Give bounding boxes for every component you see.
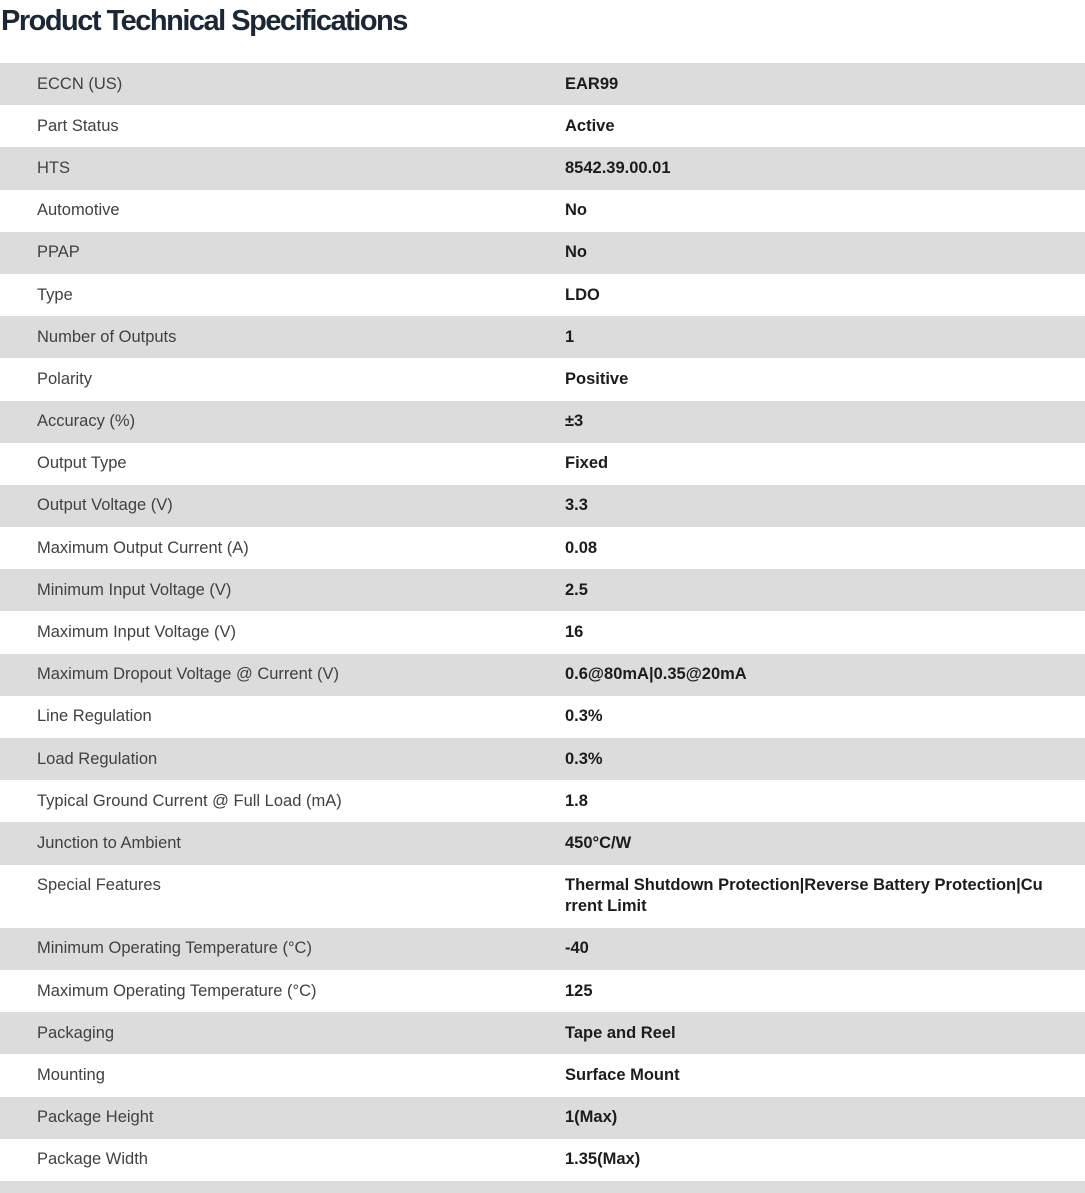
- spec-label: Maximum Operating Temperature (°C): [37, 981, 317, 1000]
- spec-label: Automotive: [37, 201, 120, 220]
- spec-value: 1(Max): [565, 1108, 618, 1127]
- spec-label: Package Height: [37, 1108, 154, 1127]
- spec-value: 0.3%: [565, 749, 603, 768]
- spec-value: 16: [565, 623, 584, 642]
- spec-value: LDO: [565, 285, 600, 304]
- spec-label: Junction to Ambient: [37, 833, 182, 852]
- spec-row: [0, 928, 1085, 970]
- spec-value: 2.5: [565, 580, 588, 599]
- spec-value: 1: [565, 327, 575, 346]
- spec-row: [0, 443, 1085, 485]
- spec-label: Polarity: [37, 369, 93, 388]
- spec-row-partial: [0, 1181, 1085, 1193]
- spec-label: Typical Ground Current @ Full Load (mA): [37, 791, 342, 810]
- spec-label: Package Width: [37, 1150, 148, 1169]
- spec-label: Part Status: [37, 116, 119, 135]
- spec-value: No: [565, 201, 587, 220]
- spec-row: [0, 780, 1085, 822]
- spec-row: [0, 822, 1085, 864]
- spec-row: [0, 611, 1085, 653]
- spec-row: [0, 1097, 1085, 1139]
- spec-label: Maximum Output Current (A): [37, 538, 249, 557]
- spec-value: 450°C/W: [565, 833, 632, 852]
- spec-value: 3.3: [565, 496, 588, 515]
- spec-row: [0, 865, 1085, 928]
- spec-label: Mounting: [37, 1065, 105, 1084]
- spec-value: Fixed: [565, 454, 609, 473]
- spec-row: [0, 738, 1085, 780]
- spec-row: [0, 147, 1085, 189]
- spec-label: Minimum Input Voltage (V): [37, 580, 232, 599]
- spec-value: Tape and Reel: [565, 1023, 676, 1042]
- spec-table: [0, 63, 1085, 1193]
- spec-row: [0, 401, 1085, 443]
- spec-row: [0, 105, 1085, 147]
- spec-row: [0, 485, 1085, 527]
- spec-value: Active: [565, 116, 615, 135]
- spec-value: EAR99: [565, 74, 619, 93]
- spec-label: Load Regulation: [37, 749, 158, 768]
- spec-value: Surface Mount: [565, 1065, 680, 1084]
- spec-value: 1.35(Max): [565, 1150, 641, 1169]
- spec-row: [0, 654, 1085, 696]
- spec-row: [0, 316, 1085, 358]
- spec-value: 125: [565, 981, 593, 1000]
- spec-label: Special Features: [37, 876, 161, 895]
- spec-label: Accuracy (%): [37, 412, 136, 431]
- spec-value: 0.08: [565, 538, 598, 557]
- spec-value: No: [565, 243, 587, 262]
- spec-row: [0, 190, 1085, 232]
- spec-label: PPAP: [37, 243, 80, 262]
- spec-row: [0, 232, 1085, 274]
- spec-row: [0, 1054, 1085, 1096]
- spec-row: [0, 569, 1085, 611]
- spec-label: HTS: [37, 158, 70, 177]
- spec-value: Thermal Shutdown Protection|Reverse Battery Protection|Current Limit: [565, 876, 1043, 916]
- spec-label: ECCN (US): [37, 74, 123, 93]
- spec-row: [0, 527, 1085, 569]
- page-title: Product Technical Specifications: [1, 5, 407, 37]
- spec-label: Maximum Dropout Voltage @ Current (V): [37, 665, 339, 684]
- spec-value: 0.3%: [565, 707, 603, 726]
- spec-label: Number of Outputs: [37, 327, 177, 346]
- spec-label: Packaging: [37, 1023, 115, 1042]
- spec-value: 8542.39.00.01: [565, 158, 671, 177]
- spec-value: 1.8: [565, 791, 588, 810]
- spec-label: Minimum Operating Temperature (°C): [37, 939, 312, 958]
- spec-row: [0, 358, 1085, 400]
- spec-label: Type: [37, 285, 73, 304]
- spec-label: Line Regulation: [37, 707, 152, 726]
- spec-row: [0, 970, 1085, 1012]
- spec-row: [0, 274, 1085, 316]
- spec-value: ±3: [565, 412, 584, 431]
- spec-label: Maximum Input Voltage (V): [37, 623, 236, 642]
- spec-value: Positive: [565, 369, 629, 388]
- spec-row: [0, 696, 1085, 738]
- spec-label: Output Voltage (V): [37, 496, 173, 515]
- spec-row: [0, 63, 1085, 105]
- spec-value: -40: [565, 939, 589, 958]
- spec-value: 0.6@80mA|0.35@20mA: [565, 665, 747, 684]
- spec-row: [0, 1139, 1085, 1181]
- spec-row: [0, 1012, 1085, 1054]
- spec-label: Output Type: [37, 454, 127, 473]
